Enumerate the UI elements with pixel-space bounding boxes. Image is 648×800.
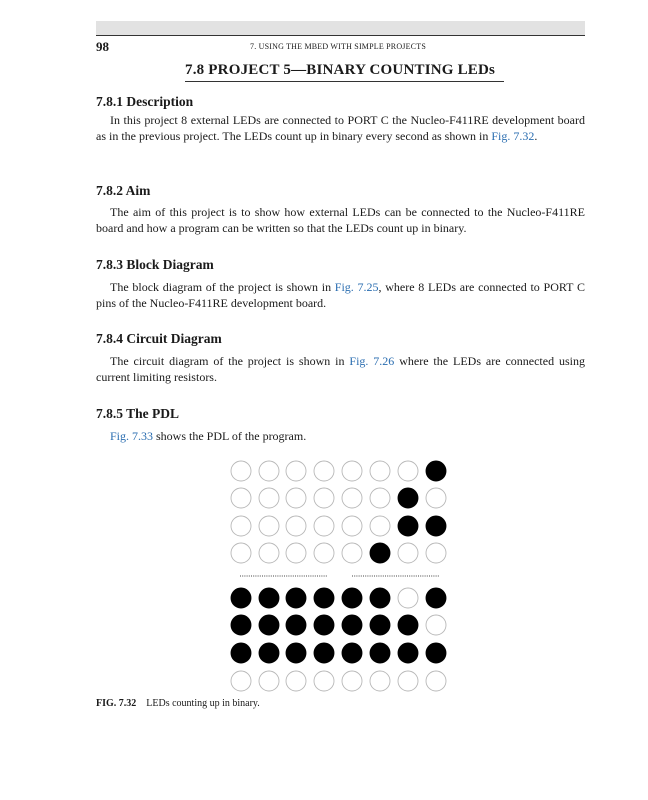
led-r7-c5 <box>342 643 362 663</box>
led-r8-c1 <box>231 671 251 691</box>
led-r4-c7 <box>398 543 418 563</box>
led-r7-c8 <box>426 643 446 663</box>
led-r8-c7 <box>398 671 418 691</box>
figure-link-7-26[interactable]: Fig. 7.26 <box>349 354 395 368</box>
led-r4-c1 <box>231 543 251 563</box>
led-r4-c8 <box>426 543 446 563</box>
led-r5-c4 <box>314 588 334 608</box>
led-r4-c4 <box>314 543 334 563</box>
subsection-heading-block-diagram: 7.8.3 Block Diagram <box>96 257 214 272</box>
led-r2-c1 <box>231 488 251 508</box>
led-r6-c7 <box>398 615 418 635</box>
led-r3-c8 <box>426 516 446 536</box>
led-r5-c8 <box>426 588 446 608</box>
led-r3-c5 <box>342 516 362 536</box>
led-r2-c8 <box>426 488 446 508</box>
led-r5-c6 <box>370 588 390 608</box>
led-r1-c2 <box>259 461 279 481</box>
running-head: 7. USING THE MBED WITH SIMPLE PROJECTS <box>250 42 426 51</box>
led-r2-c4 <box>314 488 334 508</box>
subsection-heading-circuit-diagram: 7.8.4 Circuit Diagram <box>96 331 222 346</box>
subsection-heading-aim: 7.8.2 Aim <box>96 183 151 198</box>
led-r7-c6 <box>370 643 390 663</box>
led-r8-c3 <box>286 671 306 691</box>
led-r2-c2 <box>259 488 279 508</box>
led-r7-c1 <box>231 643 251 663</box>
led-r6-c1 <box>231 615 251 635</box>
led-r3-c2 <box>259 516 279 536</box>
subsection-heading-pdl: 7.8.5 The PDL <box>96 406 180 421</box>
led-r4-c2 <box>259 543 279 563</box>
led-r8-c5 <box>342 671 362 691</box>
figure-link-7-33[interactable]: Fig. 7.33 <box>110 429 154 443</box>
paragraph-aim: The aim of this project is to show how external LEDs can be connected to the Nucleo-F411RE board and how a program can be written so that the LEDs count up in binary. <box>96 205 585 235</box>
paragraph-description: In this project 8 external LEDs are connected to PORT C the Nucleo-F411RE development board as in the previous project. The LEDs count up in binary every second as shown in Fig. 7.32. <box>96 113 585 143</box>
led-binary-figure <box>230 460 450 695</box>
led-r6-c2 <box>259 615 279 635</box>
led-r2-c3 <box>286 488 306 508</box>
paragraph-pdl: Fig. 7.33 shows the PDL of the program. <box>110 429 307 443</box>
led-r1-c6 <box>370 461 390 481</box>
led-r2-c6 <box>370 488 390 508</box>
led-r7-c7 <box>398 643 418 663</box>
led-r4-c6 <box>370 543 390 563</box>
led-r6-c8 <box>426 615 446 635</box>
subsection-heading-description: 7.8.1 Description <box>96 94 194 109</box>
led-r6-c6 <box>370 615 390 635</box>
figure-caption <box>96 698 260 709</box>
led-r3-c1 <box>231 516 251 536</box>
led-r5-c2 <box>259 588 279 608</box>
page-number: 98 <box>96 39 109 54</box>
led-r6-c4 <box>314 615 334 635</box>
section-title: 7.8 PROJECT 5—BINARY COUNTING LEDs <box>185 62 496 78</box>
led-r1-c1 <box>231 461 251 481</box>
led-r3-c4 <box>314 516 334 536</box>
led-r7-c4 <box>314 643 334 663</box>
led-r5-c5 <box>342 588 362 608</box>
led-r8-c6 <box>370 671 390 691</box>
led-r6-c5 <box>342 615 362 635</box>
led-r3-c6 <box>370 516 390 536</box>
led-r3-c7 <box>398 516 418 536</box>
led-r7-c2 <box>259 643 279 663</box>
led-r5-c7 <box>398 588 418 608</box>
led-r6-c3 <box>286 615 306 635</box>
figure-link-7-25[interactable]: Fig. 7.25 <box>334 280 379 294</box>
led-r5-c1 <box>231 588 251 608</box>
figure-link-7-32[interactable]: Fig. 7.32 <box>491 129 535 143</box>
figure-caption-text: LEDs counting up in binary. <box>146 698 260 709</box>
figure-label: FIG. 7.32 <box>96 698 137 709</box>
led-r3-c3 <box>286 516 306 536</box>
led-r4-c5 <box>342 543 362 563</box>
led-r2-c5 <box>342 488 362 508</box>
led-r7-c3 <box>286 643 306 663</box>
led-r1-c3 <box>286 461 306 481</box>
led-r5-c3 <box>286 588 306 608</box>
led-r4-c3 <box>286 543 306 563</box>
led-r8-c8 <box>426 671 446 691</box>
led-r8-c2 <box>259 671 279 691</box>
header-rule <box>96 35 585 36</box>
led-r1-c4 <box>314 461 334 481</box>
paragraph-block-diagram: The block diagram of the project is shown in Fig. 7.25, where 8 LEDs are connected to PORT C pins of the Nucleo-F411RE development board. <box>96 280 585 310</box>
led-r1-c8 <box>426 461 446 481</box>
header-band <box>96 21 585 35</box>
led-r1-c7 <box>398 461 418 481</box>
section-title-rule <box>185 81 504 82</box>
led-r8-c4 <box>314 671 334 691</box>
paragraph-circuit-diagram: The circuit diagram of the project is shown in Fig. 7.26 where the LEDs are connected using current limiting resistors. <box>96 354 585 384</box>
led-r2-c7 <box>398 488 418 508</box>
led-r1-c5 <box>342 461 362 481</box>
